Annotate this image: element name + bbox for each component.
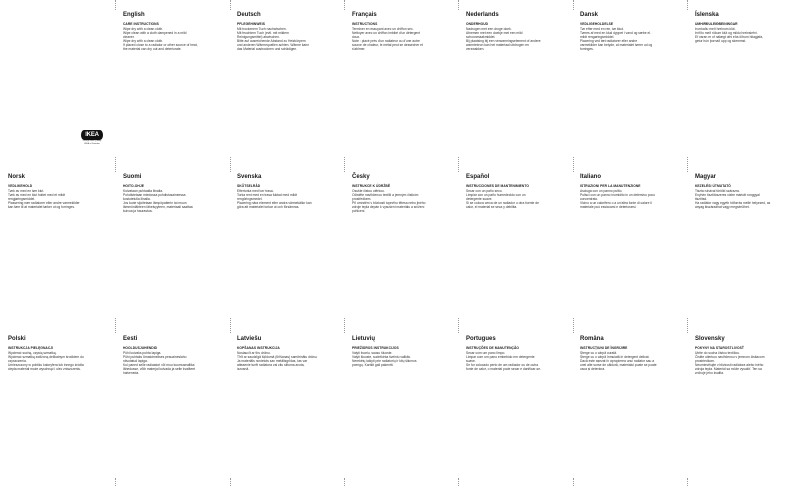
instruction-line: usca și deteriora. [580, 366, 606, 371]
instruction-line: Kui paned selle radiaatori või muu kuumuseallika [123, 362, 195, 367]
instruction-line: kuivua ja haurastua. [123, 208, 153, 213]
language-block [580, 335, 686, 372]
language-block [580, 11, 686, 52]
instruction-line: das Material austrocknen und schädigen. [237, 46, 298, 51]
instructions-heading: HOOLDUSJUHENDID [123, 346, 158, 350]
crop-mark [230, 318, 231, 333]
instruction-line: rengjøringsmiddel. [8, 197, 36, 202]
instruction-line: Wipe dry with a clean cloth. [123, 38, 164, 43]
crop-mark [458, 318, 459, 333]
instruction-line: getur hún þornað upp og skemmst. [695, 38, 747, 43]
instruction-line: Þurrkaðu með hreinum klút. [695, 27, 736, 32]
crop-mark [115, 318, 116, 333]
instruction-line: Placering nära element eller andra värmekällor kan [237, 200, 312, 205]
language-name: Lietuvių [352, 336, 376, 342]
instructions-heading: PRIEŽIŪROS INSTRUKCIJOS [352, 346, 399, 350]
instruction-line: Pühi kuivaks puhta lapiga. [123, 351, 162, 356]
instructions-heading: POKYNY NA STAROSTLIVOSŤ [695, 346, 744, 350]
crop-mark [573, 478, 574, 486]
instruction-line: ciepła materiał może wyschnąć i ulec zniszczeniu. [8, 366, 82, 371]
instruction-line: Očistěte navlhčenou textilií a jemným čisticím [352, 193, 419, 198]
crop-mark [687, 478, 688, 486]
instructions-heading: VEDLIKEHOLD [8, 184, 33, 188]
language-block [352, 173, 458, 214]
instruction-line: schoonmaakmiddel. [466, 35, 496, 40]
instruction-line: Mit feuchtem Tuch (evtl. mit mildem [237, 31, 289, 36]
language-name: Româna [580, 336, 604, 342]
language-name: Suomi [123, 174, 142, 180]
instructions-heading: INSTRUKCJA PIELĘGNACJI [8, 346, 54, 350]
instruction-line: Wycierać szmatką zwilżoną delikatnym środkiem do [8, 355, 84, 360]
language-name: Polski [8, 336, 26, 342]
instruction-line: lähedusse, võib materjal kuivada ja selle kvaliteet [123, 366, 196, 371]
instruction-line: niisutatud lapiga. [123, 359, 148, 364]
instruction-line: Dacă este așezat în apropierea unui radiator sau a [580, 359, 655, 364]
instruction-line: detergente suave. [466, 197, 493, 202]
instruction-line: Puhdistetaan miedossa puhdistusaineessa [123, 193, 186, 198]
instruction-line: atteaenie turēt radiatora vai citu siltuma avota, [237, 362, 305, 367]
instruction-line: Limpiar con un paño humedecido con un [466, 193, 526, 198]
instruction-line: zdroje tepla depán k vysušení materiálu a snížení [352, 204, 425, 209]
instruction-line: Nerekėtų laikyti prie radiatorių ir kitų šilumos [352, 359, 417, 364]
instruction-line: Wipe clean with a cloth dampened in a mild [123, 31, 187, 36]
crop-mark [115, 478, 116, 486]
instruction-line: Kuivataan puhtaalla liinalla. [123, 189, 163, 194]
language-block [237, 11, 343, 52]
language-block [695, 11, 801, 44]
instruction-line: Note : placé près d'un radiateur ou d'une autre [352, 38, 420, 43]
instruction-line: calor, el material se seca y debilita. [466, 204, 518, 209]
language-name: Slovensky [695, 336, 725, 342]
instruction-line: czyszczenia. [8, 359, 27, 364]
instruction-line: s'abîmer. [352, 46, 366, 51]
instructions-heading: INSTRUCCIONES DE MANTENIMIENTO [466, 184, 529, 188]
instruction-line: göra att materialet torkar ut och försämras. [237, 204, 300, 209]
instruction-line: Șterge cu o cârpă curată. [580, 351, 618, 356]
instruction-line: Eftertorka med torr trasa. [237, 189, 274, 194]
language-block [237, 335, 343, 372]
instruction-line: izzusnā. [237, 366, 250, 371]
instruction-line: source de chaleur, le métal peut se dessécher et [352, 42, 423, 47]
crop-mark [115, 157, 116, 172]
language-block [695, 335, 801, 376]
crop-mark [230, 0, 231, 10]
instruction-line: prostriedkom. [695, 359, 715, 364]
language-block [466, 11, 572, 52]
language-block [8, 173, 114, 210]
instruction-line: und anderen Wärmequellen achten. Wärme kann [237, 42, 310, 47]
language-block [466, 335, 572, 372]
instruction-line: verzwakken. [466, 46, 485, 51]
language-block [123, 335, 229, 376]
instruction-line: suave. [466, 359, 476, 364]
language-block [466, 173, 572, 210]
instruction-line: warmtebron kan het materiaal uitdrogen en [466, 42, 529, 47]
instruction-line: Tørres af med en klud dyppet i vand og sæbe el. [580, 31, 651, 36]
instructions-heading: KEZELÉSI ÚTMUTATÓ [695, 184, 731, 188]
instructions-heading: HOITO-OHJE [123, 184, 144, 188]
language-block [352, 11, 458, 52]
instruction-line: Reinigungsmittel) abwischen. [237, 35, 280, 40]
language-name: Svenska [237, 174, 262, 180]
instruction-line: Nadrogen met een droge doek. [466, 27, 512, 32]
instruction-line: Jos tuote sijoitetaan lämpöpatterin tai muun [123, 200, 187, 205]
instruction-line: unei alte surse de căldură, materialul poate se poate [580, 362, 657, 367]
instruction-line: Tīrīt ar saudzīgā šķīdumā (tīrīšanas) samitrinātu drānu. [237, 355, 318, 360]
instruction-line: Secar con un paño seco. [466, 189, 503, 194]
instruction-line: Tørk av med en tørr klut. [8, 189, 45, 194]
crop-mark [115, 0, 116, 10]
instruction-line: Mit trockenem Tuch nachwischen. [237, 27, 287, 32]
instruction-line: Tørk av med en klut fuktet med et mildt [8, 193, 65, 198]
instruction-line: If placed close to a radiator or other source of heat, [123, 42, 198, 47]
instruction-line: Wycierać suchą, czystą szmatką. [8, 351, 57, 356]
instruction-line: Vicino a un calorifero o a un'altra fonte di calore il [580, 200, 652, 205]
instruction-line: zníhuje jeho kvalita. [695, 370, 724, 375]
instruction-line: Neumiestňujte v blízkosti radiátora alebo iného [695, 362, 764, 367]
instruction-line: Utrite do sucha čistou textíliou. [695, 351, 740, 356]
instruction-line: Wipe dry with a clean cloth. [123, 27, 164, 32]
instruction-line: Valyti šluoste, sudrėkinta švelniu valikliu. [352, 355, 412, 360]
language-name: Dansk [580, 12, 599, 18]
language-name: Español [466, 174, 490, 180]
crop-mark [344, 0, 345, 10]
instruction-line: Ha radiátor vagy egyéb hőforrás mellé helyezed, az [695, 200, 771, 205]
instruction-line: Placering ved tæt radiatorer eller andre [580, 38, 638, 43]
crop-mark [458, 0, 459, 10]
crop-mark [573, 318, 574, 333]
instruction-line: Tiszta ruhával törölld szárazra. [695, 189, 740, 194]
language-name: Latviešu [237, 336, 262, 342]
crop-mark [687, 318, 688, 333]
language-name: Česky [352, 174, 370, 180]
instruction-line: pcengų. Kartkit gali pakentti. [352, 362, 394, 367]
language-name: Íslenska [695, 12, 719, 18]
instructions-heading: INSTRUCȚIUNI DE ÎNGRIJIRE [580, 346, 628, 350]
instruction-line: Tør efter med en ren, tør klud. [580, 27, 624, 32]
instruction-line: cleaner. [123, 35, 135, 40]
language-name: Français [352, 12, 377, 18]
language-name: Deutsch [237, 12, 261, 18]
instruction-line: Terminer en essuyant avec un chiffon sec. [352, 27, 414, 32]
instruction-line: prostředkem. [352, 197, 372, 202]
ikea-logo: IKEA [81, 130, 103, 140]
instruction-line: fonte de calor, o material pode secar e danificar-se. [466, 366, 541, 371]
instruction-line: forringes. [580, 46, 594, 51]
language-block [352, 335, 458, 368]
language-name: Portugues [466, 336, 496, 342]
instruction-line: zdroja tepla. Materiál sa môže vysušiť. Ten sa [695, 366, 762, 371]
language-block [8, 335, 114, 372]
instruction-line: Osušte čistou utěrkou. [352, 189, 385, 194]
crop-mark [344, 318, 345, 333]
instruction-line: materiale può essiccarsi e deteriorarsi. [580, 204, 637, 209]
instruction-line: Ef varan er of nálægt ofni eða öðrum hitagjafa, [695, 35, 763, 40]
instruction-line: Pühi puhtaks õrnatoimelises pesuaineslahu [123, 355, 187, 360]
logo-tagline-1: Design and Quality [82, 140, 102, 142]
crop-mark [344, 157, 345, 172]
language-block [237, 173, 343, 210]
instruction-line: Noslaucīt ar tīru drānu. [237, 351, 271, 356]
language-name: Italiano [580, 174, 602, 180]
instruction-line: Bij plaatsing bij een verwarmingselement of andere [466, 38, 541, 43]
crop-mark [458, 478, 459, 486]
crop-mark [458, 157, 459, 172]
instruction-line: Valyti švariu, sausu šluoste. [352, 351, 393, 356]
instruction-line: Ja materiāls novietots sav metālisgrīdas, tas var [237, 359, 308, 364]
crop-mark [687, 157, 688, 172]
instructions-heading: ISTRUZIONI PER LA MANUTENZIONE [580, 184, 641, 188]
language-block [580, 173, 686, 210]
language-block [123, 11, 229, 52]
crop-mark [573, 0, 574, 10]
instruction-line: Umieszczony w pobliżu kaloryfera lub innego źródła [8, 362, 84, 367]
instruction-line: Enyhén tisztítószeres vizbe mártott ronggyal [695, 193, 760, 198]
instruction-line: Torka rent med en trasa fuktad med mildt [237, 193, 297, 198]
instruction-line: pohlcení. [352, 208, 366, 213]
instruction-line: Se for colocado perto de um radiador ou de outra [466, 362, 539, 367]
instructions-heading: VEDLIGEHOLDELSE [580, 22, 614, 26]
crop-mark [230, 157, 231, 172]
language-name: English [123, 12, 145, 18]
crop-mark [687, 0, 688, 10]
instructions-heading: CARE INSTRUCTIONS [123, 22, 159, 26]
language-name: Magyar [695, 174, 717, 180]
instruction-line: Asciuga con un panno pulito. [580, 189, 623, 194]
instruction-line: Þrífðu með rökum klút og mildu hreinsiefni. [695, 31, 758, 36]
crop-mark [344, 478, 345, 486]
instructions-heading: ONDERHOUD [466, 22, 489, 26]
instructions-heading: KOPŠANAS INSTRUKCIJA [237, 346, 280, 350]
instruction-line: Șterge cu o cârpă înmuiată în detergent delicat. [580, 355, 650, 360]
instruction-line: concentrato. [580, 197, 599, 202]
instructions-heading: INSTRUCTIONS [352, 22, 378, 26]
instruction-line: kostutetulla liinalla. [123, 197, 151, 202]
crop-mark [573, 157, 574, 172]
instruction-line: halveneda. [123, 370, 140, 375]
instruction-line: tisztítsd. [695, 197, 708, 202]
instruction-line: Limpar com um pano embebido em detergente [466, 355, 535, 360]
language-name: Norsk [8, 174, 26, 180]
instruction-line: Plassering nær radiatorer eller andre varmekilder [8, 200, 80, 205]
instruction-line: rengöringsmedel. [237, 197, 263, 202]
instructions-heading: PFLEGEHINWEIS [237, 22, 265, 26]
instruction-line: Nettoyer avec un chiffon imbibé d'un détergent [352, 31, 421, 36]
instructions-heading: INSTRUKCE K ÚDRŽBĚ [352, 184, 391, 188]
logo-tagline-2: IKEA of Sweden [84, 142, 100, 145]
instruction-line: varmekilder kan betyde, at materialet tørrer ud og [580, 42, 653, 47]
instruction-line: kan føre til at materialet tørker ut og forringes. [8, 204, 75, 209]
language-name: Eesti [123, 336, 138, 342]
instruction-line: Čistite utierkou navlhčenou v jemnom čistiacom [695, 355, 765, 360]
instruction-line: Si se coloca cerca de un radiador u otra fuente de [466, 200, 539, 205]
language-name: Nederlands [466, 12, 499, 18]
instruction-line: Secar com um pano limpo. [466, 351, 506, 356]
language-block [695, 173, 801, 210]
instructions-heading: INSTRUÇÕES DE MANUTENÇÃO [466, 346, 520, 350]
instruction-line: Pulisci con un panno inumidito in un detersivo poco [580, 193, 655, 198]
instruction-line: lämmönlähteen läheisyyteen, materiaali saattaa [123, 204, 193, 209]
instruction-line: Bitte auf ausreichende Abstand zu Heizkörpern [237, 38, 306, 43]
instruction-line: doux. [352, 35, 361, 40]
ikea-logo-block [81, 130, 105, 146]
instruction-line: the material can dry out and deteriorate. [123, 46, 182, 51]
instruction-line: Afnemen met een doekje met een mild [466, 31, 523, 36]
instructions-heading: UMHIRÐULEIÐBEININGAR [695, 22, 738, 26]
crop-mark [230, 478, 231, 486]
language-block [123, 173, 229, 214]
instruction-line: Při umístění v blízkosti topného tělesa nebo jiného [352, 200, 426, 205]
instructions-heading: SKÖTSELRÅD [237, 184, 261, 188]
instruction-line: mildt rengøringsmiddel. [580, 35, 615, 40]
instruction-line: anyag kiszáradhat vagy megsérülhet. [695, 204, 750, 209]
